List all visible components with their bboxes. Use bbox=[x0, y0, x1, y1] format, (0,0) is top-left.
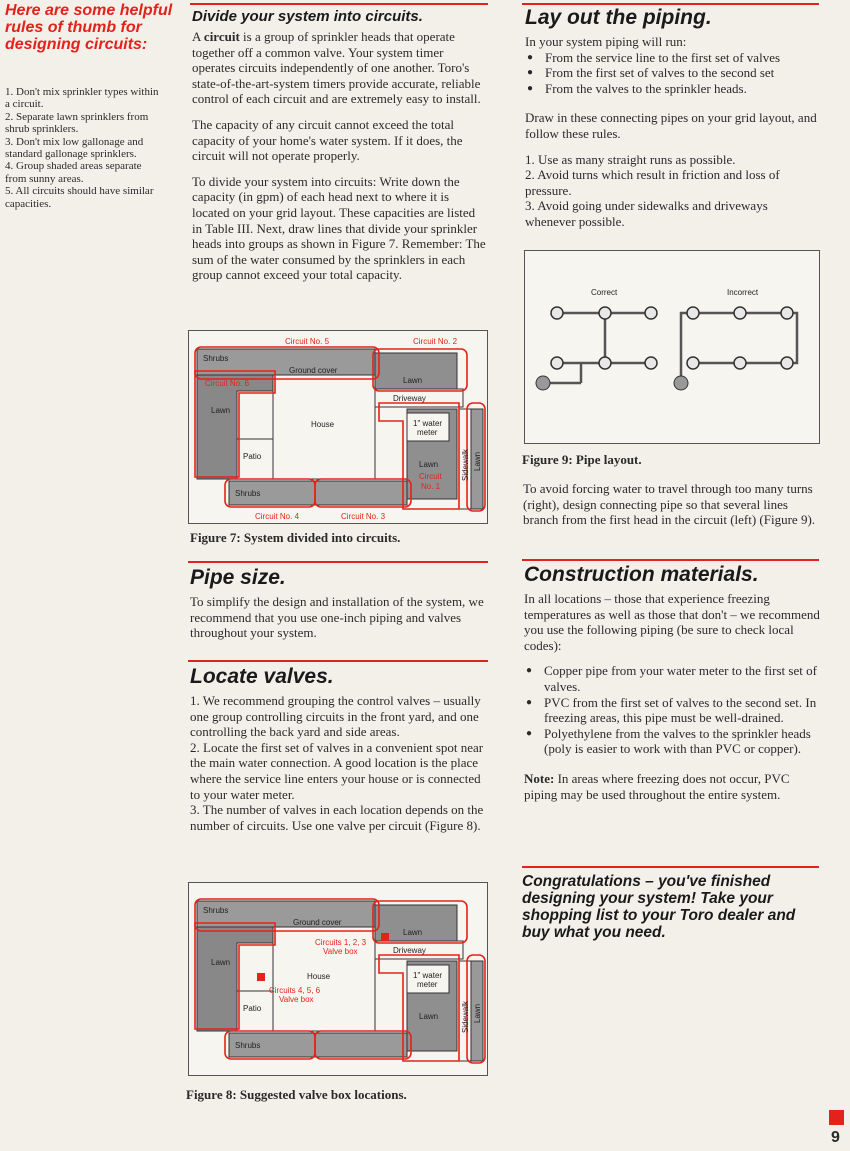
layout-run-1: ● From the service line to the first set of valves bbox=[525, 50, 819, 66]
lawn-right-label: Lawn bbox=[419, 460, 439, 469]
fig8-lawn-right-label: Lawn bbox=[419, 1012, 439, 1021]
congrats-rule bbox=[522, 866, 819, 868]
correct-source-icon bbox=[536, 376, 550, 390]
incorrect-source-icon bbox=[674, 376, 688, 390]
divide-p1-lead: A bbox=[192, 29, 204, 44]
divide-rule bbox=[190, 3, 488, 5]
locate-item-1: 1. We recommend grouping the control valves – usually one group controlling circuits in the front yard, and one controlling the back yard and side areas. bbox=[190, 693, 481, 740]
materials-rule bbox=[522, 559, 819, 561]
fig8-water-meter-label-2: meter bbox=[417, 980, 438, 989]
fig8-house-label: House bbox=[307, 972, 331, 981]
page-number: 9 bbox=[831, 1129, 840, 1146]
layout-rule bbox=[522, 3, 819, 5]
circuit-2-label: Circuit No. 2 bbox=[413, 337, 458, 346]
sidebar-rule-2: 2. Separate lawn sprinklers from shrub sprinklers. bbox=[5, 110, 149, 136]
note-label: Note: bbox=[524, 770, 555, 786]
page-marker-square bbox=[829, 1110, 844, 1125]
locate-section bbox=[190, 665, 486, 833]
layout-run-3: ● From the valves to the sprinkler heads. bbox=[525, 81, 819, 97]
sidebar-rule-1: 1. Don't mix sprinkler types within a circuit. bbox=[5, 86, 159, 111]
patio-label: Patio bbox=[243, 452, 262, 461]
figure-9-drawing bbox=[525, 251, 819, 443]
circuit-1-label-a: Circuit bbox=[419, 472, 442, 481]
layout-heading: Lay out the piping. bbox=[525, 6, 712, 29]
lawn-top-right-label: Lawn bbox=[403, 376, 423, 385]
correct-label: Correct bbox=[591, 288, 618, 297]
valve-456-label-a: Circuits 4, 5, 6 bbox=[269, 986, 321, 995]
materials-list bbox=[524, 663, 820, 757]
pipe-size-rule bbox=[188, 561, 488, 563]
fig8-driveway-label: Driveway bbox=[393, 946, 426, 955]
lawn-left-label: Lawn bbox=[211, 406, 231, 415]
locate-item-2: 2. Locate the first set of valves in a convenient spot near the main water connection. A good location is the place where the service line enters your house or is connected to your water meter. bbox=[190, 739, 484, 802]
shrubs-top-label: Shrubs bbox=[203, 354, 229, 363]
divide-paragraph-1 bbox=[192, 29, 488, 107]
house-label: House bbox=[311, 420, 335, 429]
materials-section bbox=[524, 563, 820, 802]
fig8-lawn-strip-label: Lawn bbox=[473, 1003, 482, 1023]
materials-note bbox=[524, 771, 820, 802]
figure-9 bbox=[524, 250, 820, 444]
fig8-lawn-top-right-label: Lawn bbox=[403, 928, 423, 937]
water-meter-label-2: meter bbox=[417, 428, 438, 437]
pipe-size-text: To simplify the design and installation of the system, we recommend that you use one-inch piping and valves throughout your system. bbox=[190, 594, 484, 641]
sidebar-rule-4: 4. Group shaded areas separate from sunny areas. bbox=[5, 160, 142, 185]
locate-heading: Locate valves. bbox=[190, 665, 334, 688]
figure-8 bbox=[188, 882, 488, 1076]
fig8-lawn-left-label: Lawn bbox=[211, 958, 231, 967]
materials-item-2: ● PVC from the first set of valves to the second set. In freezing areas, this pipe must be well-drained. bbox=[524, 695, 820, 726]
sidewalk-label: Sidewalk bbox=[461, 448, 470, 481]
valve-123-label-a: Circuits 1, 2, 3 bbox=[315, 938, 367, 947]
valve-box-1-2-3 bbox=[381, 933, 389, 941]
divide-section bbox=[192, 8, 488, 293]
congrats-text: Congratulations – you've finished designing your system! Take your shopping list to your Toro dealer and buy what you need. bbox=[522, 873, 796, 941]
fig8-patio-label: Patio bbox=[243, 1004, 262, 1013]
lawn-strip-label: Lawn bbox=[473, 451, 482, 471]
fig8-shrubs-bottom-label: Shrubs bbox=[235, 1041, 261, 1050]
figure-7 bbox=[188, 330, 488, 524]
layout-section bbox=[525, 6, 819, 230]
circuit-1-label-b: No. 1 bbox=[421, 482, 441, 491]
divide-p1-rest: is a group of sprinkler heads that operate together off a common valve. Your system timer operates circuits independently of one another. Toro's state-of-the-art-system timers provide accurate, reliable control of each circuit and are extremely easy to install. bbox=[192, 29, 481, 107]
figure-9-caption: Figure 9: Pipe layout. bbox=[522, 452, 642, 467]
note-text: In areas where freezing does not occur, PVC piping may be used throughout the entire system. bbox=[524, 770, 790, 802]
circuit-5-label: Circuit No. 5 bbox=[285, 337, 330, 346]
valve-box-4-5-6 bbox=[257, 973, 265, 981]
circuit-6-label: Circuit No. 6 bbox=[205, 379, 250, 388]
materials-item-1: ● Copper pipe from your water meter to the first set of valves. bbox=[524, 663, 820, 694]
valve-123-label-b: Valve box bbox=[323, 947, 358, 956]
pipe-size-section bbox=[190, 566, 486, 641]
materials-item-3: ● Polyethylene from the valves to the sprinkler heads (poly is easier to work with than PVC or copper). bbox=[524, 726, 820, 757]
divide-paragraph-3: To divide your system into circuits: Write down the capacity (in gpm) of each head next to where it is located on your grid layout. These capacities are listed in Table III. Next, draw lines that divide your sprinkler heads into groups as shown in Figure 7. Remember: The sum of the water consumed by the sprinklers in each group cannot exceed your total capacity. bbox=[192, 173, 486, 283]
layout-rule-1: 1. Use as many straight runs as possible. bbox=[525, 151, 736, 167]
figure-9-text: To avoid forcing water to travel through too many turns (right), design connecting pipe so that several lines branch from the first head in the circuit (left) (Figure 9). bbox=[523, 481, 816, 528]
divide-heading: Divide your system into circuits. bbox=[192, 8, 423, 25]
fig8-water-meter-label-1: 1" water bbox=[413, 971, 443, 980]
driveway-label: Driveway bbox=[393, 394, 426, 403]
figure-7-drawing bbox=[189, 331, 487, 523]
materials-intro: In all locations – those that experience freezing temperatures as well as those that don't – we recommend you use the following piping (be sure to check local codes): bbox=[524, 591, 820, 653]
locate-rule bbox=[188, 660, 488, 662]
circuit-term: circuit bbox=[203, 29, 240, 44]
incorrect-pipe-layout bbox=[681, 313, 797, 383]
layout-rule-3: 3. Avoid going under sidewalks and driveways whenever possible. bbox=[525, 198, 768, 229]
shrubs-bottom-label: Shrubs bbox=[235, 489, 261, 498]
layout-rule-2: 2. Avoid turns which result in friction and loss of pressure. bbox=[525, 167, 780, 198]
valve-456-label-b: Valve box bbox=[279, 995, 314, 1004]
materials-heading: Construction materials. bbox=[524, 563, 759, 586]
circuit-4-label: Circuit No. 4 bbox=[255, 512, 300, 521]
layout-paragraph-2: Draw in these connecting pipes on your grid layout, and follow these rules. bbox=[525, 110, 817, 141]
sidebar-rule-5: 5. All circuits should have similar capacities. bbox=[5, 185, 154, 210]
fig8-sidewalk-label: Sidewalk bbox=[461, 1000, 470, 1033]
layout-run-2: ● From the first set of valves to the second set bbox=[525, 65, 819, 81]
incorrect-label: Incorrect bbox=[727, 288, 759, 297]
figure-8-caption: Figure 8: Suggested valve box locations. bbox=[186, 1087, 407, 1102]
correct-pipe-layout bbox=[543, 313, 651, 383]
fig8-shrubs-top-label: Shrubs bbox=[203, 906, 229, 915]
fig8-ground-cover-label: Ground cover bbox=[293, 918, 342, 927]
figure-8-drawing bbox=[189, 883, 487, 1075]
layout-runs-list bbox=[525, 50, 819, 97]
figure-7-caption: Figure 7: System divided into circuits. bbox=[190, 530, 401, 545]
circuit-3-label: Circuit No. 3 bbox=[341, 512, 386, 521]
sidebar-rule-3: 3. Don't mix low gallonage and standard gallonage sprinklers. bbox=[5, 135, 144, 161]
pipe-size-heading: Pipe size. bbox=[190, 566, 286, 589]
divide-paragraph-2: The capacity of any circuit cannot exceed the total capacity of your home's water system. If it does, the circuit will not operate properly. bbox=[192, 116, 463, 164]
water-meter-label-1: 1" water bbox=[413, 419, 443, 428]
sidebar-rules bbox=[5, 86, 165, 210]
sidebar-title: Here are some helpful rules of thumb for designing circuits: bbox=[5, 2, 173, 53]
layout-intro: In your system piping will run: bbox=[525, 34, 687, 49]
locate-item-3: 3. The number of valves in each location depends on the number of circuits. Use one valve per circuit (Figure 8). bbox=[190, 802, 484, 833]
ground-cover-label: Ground cover bbox=[289, 366, 338, 375]
